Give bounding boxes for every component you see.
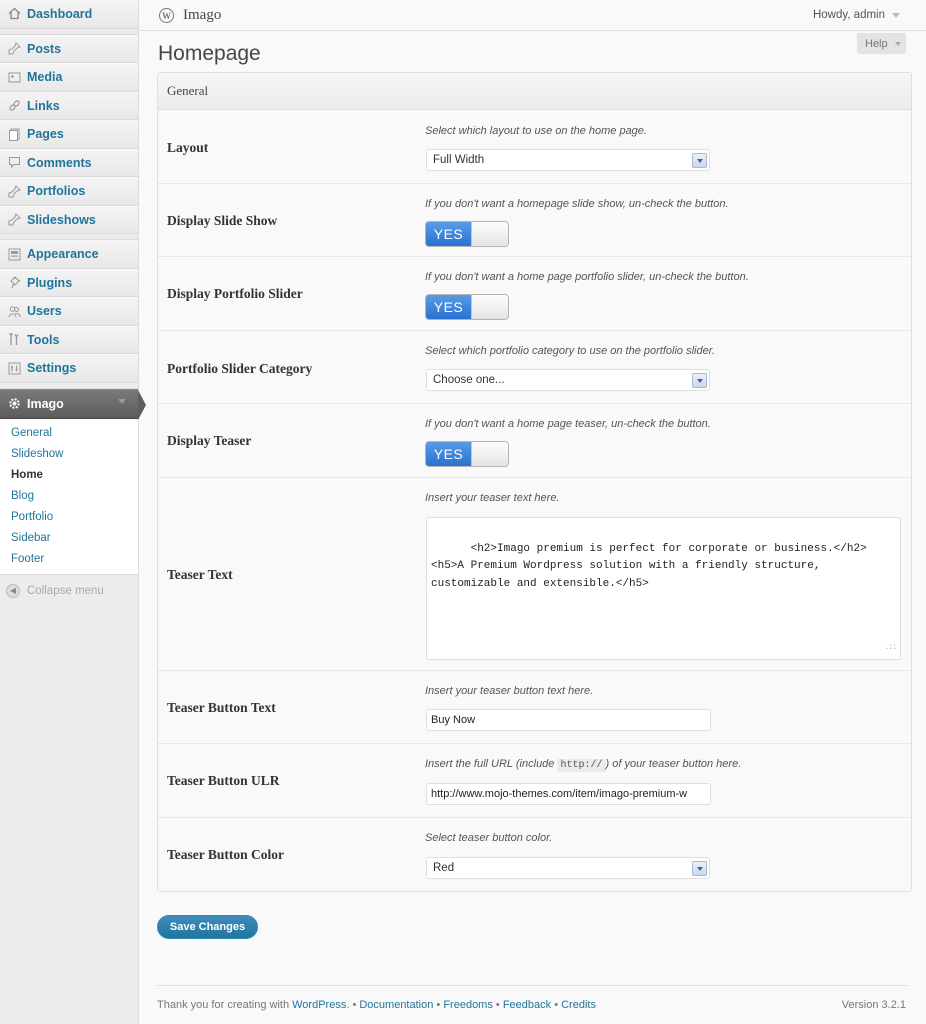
- sidebar-item-label: Tools: [27, 332, 60, 347]
- sidebar-item-posts[interactable]: [0, 35, 138, 64]
- portfolio-category-select-value: Choose one...: [433, 374, 505, 386]
- teaser-button-text-label: Teaser Button Text: [167, 700, 276, 715]
- imago-submenu: [0, 419, 138, 575]
- sidebar-item-label: Appearance: [27, 247, 99, 262]
- desc-text: ) of your teaser button here.: [605, 758, 742, 770]
- slideshow-description: If you don't want a homepage slide show, un-check the button.: [425, 198, 729, 210]
- layout-description: Select which layout to use on the home page.: [425, 125, 647, 137]
- sidebar-item-portfolios[interactable]: [0, 177, 138, 206]
- teaser-button-text-input[interactable]: [426, 709, 711, 731]
- documentation-link[interactable]: Documentation: [359, 999, 434, 1011]
- sidebar-item-links[interactable]: [0, 92, 138, 121]
- collapse-menu-button[interactable]: [0, 575, 138, 598]
- resize-grip-icon[interactable]: .::: [884, 642, 896, 652]
- toggle-knob: [471, 222, 508, 246]
- teaser-button-url-input[interactable]: [426, 783, 711, 805]
- teaser-text-area[interactable]: [426, 517, 901, 660]
- toggle-on-label: YES: [426, 295, 471, 319]
- chevron-down-icon: [692, 373, 707, 388]
- chevron-down-icon: [895, 42, 901, 46]
- teaser-toggle[interactable]: [425, 441, 509, 467]
- tools-icon: [6, 332, 22, 348]
- sidebar-item-media[interactable]: [0, 63, 138, 92]
- teaser-button-url-value: http://www.mojo-themes.com/item/imago-premium-w: [431, 788, 688, 800]
- teaser-button-color-select[interactable]: [426, 857, 710, 879]
- slideshow-row: [158, 184, 911, 257]
- version-label: Version 3.2.1: [841, 999, 906, 1011]
- portfolio-slider-description: If you don't want a home page portfolio slider, un-check the button.: [425, 271, 749, 283]
- footer-thanks: Thank you for creating with: [157, 999, 293, 1011]
- layout-row: [158, 110, 911, 184]
- submenu-item-general[interactable]: General: [11, 426, 52, 439]
- teaser-description: If you don't want a home page teaser, un-check the button.: [425, 418, 711, 430]
- link-icon: [6, 98, 22, 114]
- layout-select-value: Full Width: [433, 154, 485, 166]
- portfolio-slider-row: [158, 257, 911, 331]
- portfolio-category-description: Select which portfolio category to use on the portfolio slider.: [425, 345, 716, 357]
- admin-footer: Thank you for creating with WordPress. • Documentation • Freedoms • Feedback • Credits Version 3.2.1: [157, 985, 908, 1011]
- credits-link[interactable]: Credits: [561, 999, 596, 1011]
- plugin-icon: [6, 275, 22, 291]
- chevron-down-icon: [692, 861, 707, 876]
- settings-icon: [6, 360, 22, 376]
- desc-text: Insert the full URL (include: [425, 758, 558, 770]
- appearance-icon: [6, 246, 22, 262]
- sidebar-item-label: Media: [27, 70, 63, 85]
- sidebar-item-label: Imago: [27, 396, 64, 411]
- site-name-label: Imago: [183, 7, 222, 23]
- pin-icon: [6, 183, 22, 199]
- chevron-down-icon[interactable]: [892, 13, 900, 18]
- teaser-text-value: <h2>Imago premium is perfect for corporate or business.</h2> <h5>A Premium Wordpress solution with a friendly structure, customizable and extensible.</h5>: [431, 542, 867, 590]
- sidebar-item-label: Slideshows: [27, 212, 96, 227]
- toggle-on-label: YES: [426, 222, 471, 246]
- help-button[interactable]: [857, 33, 906, 54]
- teaser-button-text-value: Buy Now: [431, 714, 476, 726]
- pin-icon: [6, 212, 22, 228]
- teaser-label: Display Teaser: [167, 433, 252, 448]
- users-icon: [6, 303, 22, 319]
- sidebar-item-settings[interactable]: [0, 354, 138, 383]
- submenu-item-portfolio[interactable]: Portfolio: [11, 510, 54, 523]
- site-name[interactable]: [159, 7, 221, 24]
- desc-code: http://: [557, 759, 605, 772]
- teaser-button-text-row: [158, 671, 911, 744]
- gear-icon: [6, 396, 22, 412]
- sidebar-item-imago[interactable]: [0, 389, 138, 419]
- teaser-button-color-description: Select teaser button color.: [425, 832, 553, 844]
- sidebar-item-label: Posts: [27, 41, 62, 56]
- chevron-down-icon: [118, 399, 126, 404]
- teaser-button-url-description: [425, 758, 741, 771]
- user-menu[interactable]: [813, 9, 901, 21]
- sidebar-item-slideshows[interactable]: [0, 206, 138, 235]
- collapse-arrow-icon: ◀: [6, 584, 20, 598]
- sidebar-item-label: Dashboard: [27, 6, 93, 21]
- sidebar-item-label: Links: [27, 98, 60, 113]
- page-title: Homepage: [158, 42, 261, 65]
- wordpress-link[interactable]: WordPress: [292, 999, 347, 1011]
- pin-icon: [6, 41, 22, 57]
- submenu-item-slideshow[interactable]: Slideshow: [11, 447, 64, 460]
- submenu-item-footer[interactable]: Footer: [11, 552, 45, 565]
- save-changes-button[interactable]: Save Changes: [157, 915, 258, 939]
- house-icon: [6, 6, 22, 22]
- media-icon: [6, 69, 22, 85]
- freedoms-link[interactable]: Freedoms: [443, 999, 493, 1011]
- portfolio-slider-label: Display Portfolio Slider: [167, 286, 303, 301]
- sidebar-item-label: Comments: [27, 155, 92, 170]
- teaser-row: [158, 404, 911, 478]
- teaser-button-text-description: Insert your teaser button text here.: [425, 685, 594, 697]
- portfolio-category-row: [158, 331, 911, 404]
- settings-panel: [157, 72, 912, 892]
- sidebar-item-label: Plugins: [27, 275, 73, 290]
- sidebar-item-dashboard[interactable]: [0, 0, 138, 29]
- submenu-item-home[interactable]: Home: [11, 468, 43, 481]
- toggle-on-label: YES: [426, 442, 471, 466]
- panel-heading: General: [158, 73, 911, 110]
- howdy-label: Howdy, admin: [812, 9, 885, 21]
- layout-label: Layout: [167, 140, 209, 155]
- slideshow-label: Display Slide Show: [167, 213, 278, 228]
- teaser-button-color-value: Red: [433, 862, 455, 874]
- collapse-menu-label: Collapse menu: [27, 584, 104, 597]
- teaser-button-color-label: Teaser Button Color: [167, 847, 285, 862]
- portfolio-slider-toggle[interactable]: [425, 294, 509, 320]
- admin-header: [139, 0, 926, 31]
- help-label: Help: [865, 37, 888, 50]
- admin-sidebar: [0, 0, 139, 1024]
- comment-icon: [6, 155, 22, 171]
- teaser-text-row: [158, 478, 911, 671]
- sidebar-item-label: Settings: [27, 361, 77, 376]
- teaser-button-url-label: Teaser Button ULR: [167, 773, 280, 788]
- sidebar-item-comments[interactable]: [0, 149, 138, 178]
- teaser-text-label: Teaser Text: [167, 567, 233, 582]
- portfolio-category-select[interactable]: [426, 369, 710, 391]
- portfolio-category-label: Portfolio Slider Category: [167, 361, 313, 376]
- sidebar-item-pages[interactable]: [0, 120, 138, 149]
- sidebar-item-users[interactable]: [0, 297, 138, 326]
- sidebar-item-appearance[interactable]: [0, 240, 138, 269]
- teaser-button-url-row: [158, 744, 911, 818]
- teaser-button-color-row: [158, 818, 911, 891]
- teaser-text-description: Insert your teaser text here.: [425, 492, 560, 504]
- submenu-item-blog[interactable]: Blog: [11, 489, 35, 502]
- chevron-down-icon: [692, 153, 707, 168]
- slideshow-toggle[interactable]: [425, 221, 509, 247]
- submenu-item-sidebar[interactable]: Sidebar: [11, 531, 51, 544]
- feedback-link[interactable]: Feedback: [502, 999, 552, 1011]
- layout-select[interactable]: [426, 149, 710, 171]
- sidebar-item-label: Pages: [27, 127, 64, 142]
- pages-icon: [6, 126, 22, 142]
- toggle-knob: [471, 442, 508, 466]
- toggle-knob: [471, 295, 508, 319]
- sidebar-item-tools[interactable]: [0, 326, 138, 355]
- sidebar-item-plugins[interactable]: [0, 269, 138, 298]
- sidebar-item-label: Portfolios: [27, 184, 86, 199]
- wordpress-logo-icon: W: [159, 8, 174, 23]
- sidebar-item-label: Users: [27, 304, 62, 319]
